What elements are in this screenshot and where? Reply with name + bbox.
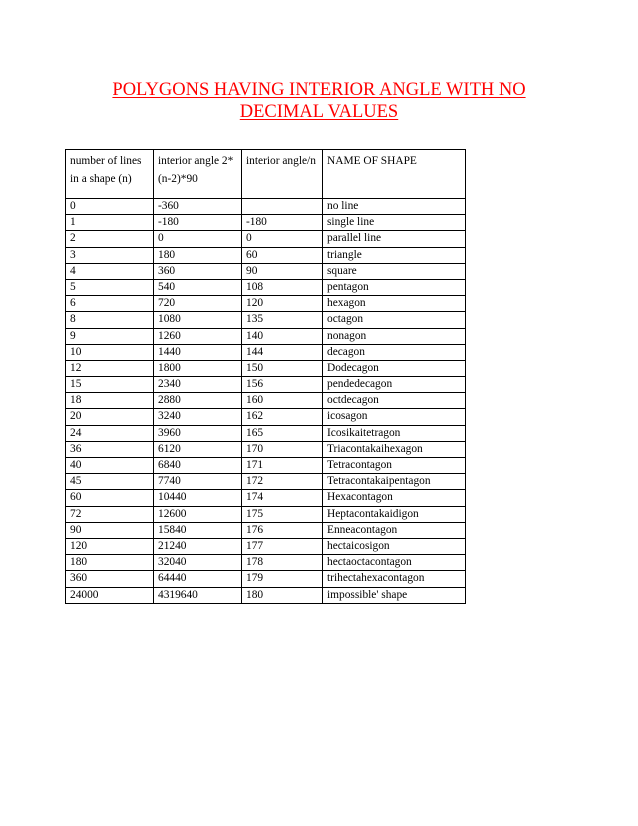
cell-interior-angle: 540: [154, 279, 242, 295]
cell-number-of-lines: 0: [66, 199, 154, 215]
cell-interior-angle: 4319640: [154, 587, 242, 603]
polygon-table: [65, 149, 466, 604]
cell-number-of-lines: 1: [66, 215, 154, 231]
cell-number-of-lines: 9: [66, 328, 154, 344]
cell-name-of-shape: triangle: [323, 247, 466, 263]
cell-name-of-shape: Icosikaitetragon: [323, 425, 466, 441]
cell-number-of-lines: 12: [66, 360, 154, 376]
cell-number-of-lines: 6: [66, 296, 154, 312]
cell-interior-angle-per-n: 180: [242, 587, 323, 603]
cell-number-of-lines: 15: [66, 377, 154, 393]
cell-number-of-lines: 120: [66, 538, 154, 554]
cell-interior-angle: 32040: [154, 555, 242, 571]
cell-name-of-shape: trihectahexacontagon: [323, 571, 466, 587]
cell-number-of-lines: 360: [66, 571, 154, 587]
header-number-of-lines: number of lines in a shape (n): [66, 150, 154, 199]
cell-name-of-shape: Heptacontakaidigon: [323, 506, 466, 522]
cell-interior-angle-per-n: 179: [242, 571, 323, 587]
cell-name-of-shape: Tetracontagon: [323, 458, 466, 474]
cell-interior-angle: 2880: [154, 393, 242, 409]
cell-number-of-lines: 90: [66, 522, 154, 538]
cell-interior-angle: 3960: [154, 425, 242, 441]
cell-interior-angle-per-n: 60: [242, 247, 323, 263]
cell-interior-angle-per-n: 135: [242, 312, 323, 328]
cell-interior-angle-per-n: 140: [242, 328, 323, 344]
cell-number-of-lines: 40: [66, 458, 154, 474]
cell-name-of-shape: Enneacontagon: [323, 522, 466, 538]
table-row: [66, 263, 466, 279]
cell-name-of-shape: hexagon: [323, 296, 466, 312]
cell-name-of-shape: Tetracontakaipentagon: [323, 474, 466, 490]
cell-number-of-lines: 18: [66, 393, 154, 409]
table-row: [66, 441, 466, 457]
table-row: [66, 425, 466, 441]
table-row: [66, 522, 466, 538]
table-row: [66, 312, 466, 328]
table-row: [66, 215, 466, 231]
cell-interior-angle-per-n: 108: [242, 279, 323, 295]
cell-interior-angle: 180: [154, 247, 242, 263]
cell-interior-angle-per-n: 156: [242, 377, 323, 393]
cell-interior-angle: 2340: [154, 377, 242, 393]
cell-interior-angle: 1440: [154, 344, 242, 360]
table-row: [66, 393, 466, 409]
cell-interior-angle: 21240: [154, 538, 242, 554]
cell-number-of-lines: 20: [66, 409, 154, 425]
cell-name-of-shape: pendedecagon: [323, 377, 466, 393]
cell-number-of-lines: 24: [66, 425, 154, 441]
cell-number-of-lines: 72: [66, 506, 154, 522]
cell-interior-angle: 1800: [154, 360, 242, 376]
cell-interior-angle: 6840: [154, 458, 242, 474]
cell-interior-angle-per-n: 170: [242, 441, 323, 457]
table-row: [66, 409, 466, 425]
table-row: [66, 344, 466, 360]
cell-interior-angle-per-n: 120: [242, 296, 323, 312]
table-row: [66, 247, 466, 263]
cell-number-of-lines: 10: [66, 344, 154, 360]
cell-name-of-shape: single line: [323, 215, 466, 231]
cell-name-of-shape: Triacontakaihexagon: [323, 441, 466, 457]
cell-name-of-shape: no line: [323, 199, 466, 215]
cell-number-of-lines: 24000: [66, 587, 154, 603]
table-row: [66, 328, 466, 344]
cell-number-of-lines: 60: [66, 490, 154, 506]
cell-interior-angle: 360: [154, 263, 242, 279]
cell-interior-angle-per-n: 165: [242, 425, 323, 441]
header-interior-angle-per-n: interior angle/n: [242, 150, 323, 199]
table-row: [66, 377, 466, 393]
table-header-row: [66, 150, 466, 199]
cell-name-of-shape: nonagon: [323, 328, 466, 344]
table-row: [66, 506, 466, 522]
table-row: [66, 199, 466, 215]
table-row: [66, 490, 466, 506]
cell-interior-angle: 1260: [154, 328, 242, 344]
cell-interior-angle: 1080: [154, 312, 242, 328]
table-row: [66, 458, 466, 474]
cell-interior-angle-per-n: 160: [242, 393, 323, 409]
cell-interior-angle: 3240: [154, 409, 242, 425]
cell-interior-angle: 10440: [154, 490, 242, 506]
cell-interior-angle-per-n: 172: [242, 474, 323, 490]
cell-interior-angle-per-n: 178: [242, 555, 323, 571]
cell-number-of-lines: 2: [66, 231, 154, 247]
cell-interior-angle-per-n: [242, 199, 323, 215]
cell-name-of-shape: hectaoctacontagon: [323, 555, 466, 571]
cell-name-of-shape: icosagon: [323, 409, 466, 425]
cell-interior-angle-per-n: -180: [242, 215, 323, 231]
cell-interior-angle-per-n: 175: [242, 506, 323, 522]
cell-interior-angle: 720: [154, 296, 242, 312]
cell-name-of-shape: octagon: [323, 312, 466, 328]
cell-interior-angle: 15840: [154, 522, 242, 538]
cell-name-of-shape: parallel line: [323, 231, 466, 247]
cell-number-of-lines: 36: [66, 441, 154, 457]
cell-name-of-shape: octdecagon: [323, 393, 466, 409]
cell-interior-angle: 12600: [154, 506, 242, 522]
cell-interior-angle: 0: [154, 231, 242, 247]
table-row: [66, 571, 466, 587]
table-row: [66, 296, 466, 312]
cell-interior-angle: 6120: [154, 441, 242, 457]
cell-interior-angle-per-n: 150: [242, 360, 323, 376]
header-name-of-shape: NAME OF SHAPE: [323, 150, 466, 199]
cell-interior-angle-per-n: 144: [242, 344, 323, 360]
table-row: [66, 279, 466, 295]
cell-number-of-lines: 3: [66, 247, 154, 263]
cell-interior-angle-per-n: 171: [242, 458, 323, 474]
document-title: POLYGONS HAVING INTERIOR ANGLE WITH NO DECIMAL VALUES: [112, 80, 526, 122]
cell-name-of-shape: square: [323, 263, 466, 279]
cell-interior-angle-per-n: 174: [242, 490, 323, 506]
cell-name-of-shape: Hexacontagon: [323, 490, 466, 506]
cell-interior-angle: 64440: [154, 571, 242, 587]
cell-interior-angle-per-n: 177: [242, 538, 323, 554]
cell-interior-angle-per-n: 90: [242, 263, 323, 279]
cell-interior-angle-per-n: 0: [242, 231, 323, 247]
cell-number-of-lines: 5: [66, 279, 154, 295]
table-row: [66, 474, 466, 490]
cell-name-of-shape: pentagon: [323, 279, 466, 295]
cell-number-of-lines: 8: [66, 312, 154, 328]
cell-name-of-shape: hectaicosigon: [323, 538, 466, 554]
cell-name-of-shape: decagon: [323, 344, 466, 360]
cell-interior-angle: -360: [154, 199, 242, 215]
header-interior-angle: interior angle 2*(n-2)*90: [154, 150, 242, 199]
cell-interior-angle: 7740: [154, 474, 242, 490]
cell-name-of-shape: Dodecagon: [323, 360, 466, 376]
cell-number-of-lines: 180: [66, 555, 154, 571]
cell-interior-angle-per-n: 162: [242, 409, 323, 425]
cell-number-of-lines: 45: [66, 474, 154, 490]
cell-interior-angle-per-n: 176: [242, 522, 323, 538]
cell-interior-angle: -180: [154, 215, 242, 231]
cell-name-of-shape: impossible' shape: [323, 587, 466, 603]
cell-number-of-lines: 4: [66, 263, 154, 279]
table-row: [66, 360, 466, 376]
table-row: [66, 587, 466, 603]
table-row: [66, 538, 466, 554]
table-row: [66, 231, 466, 247]
table-row: [66, 555, 466, 571]
